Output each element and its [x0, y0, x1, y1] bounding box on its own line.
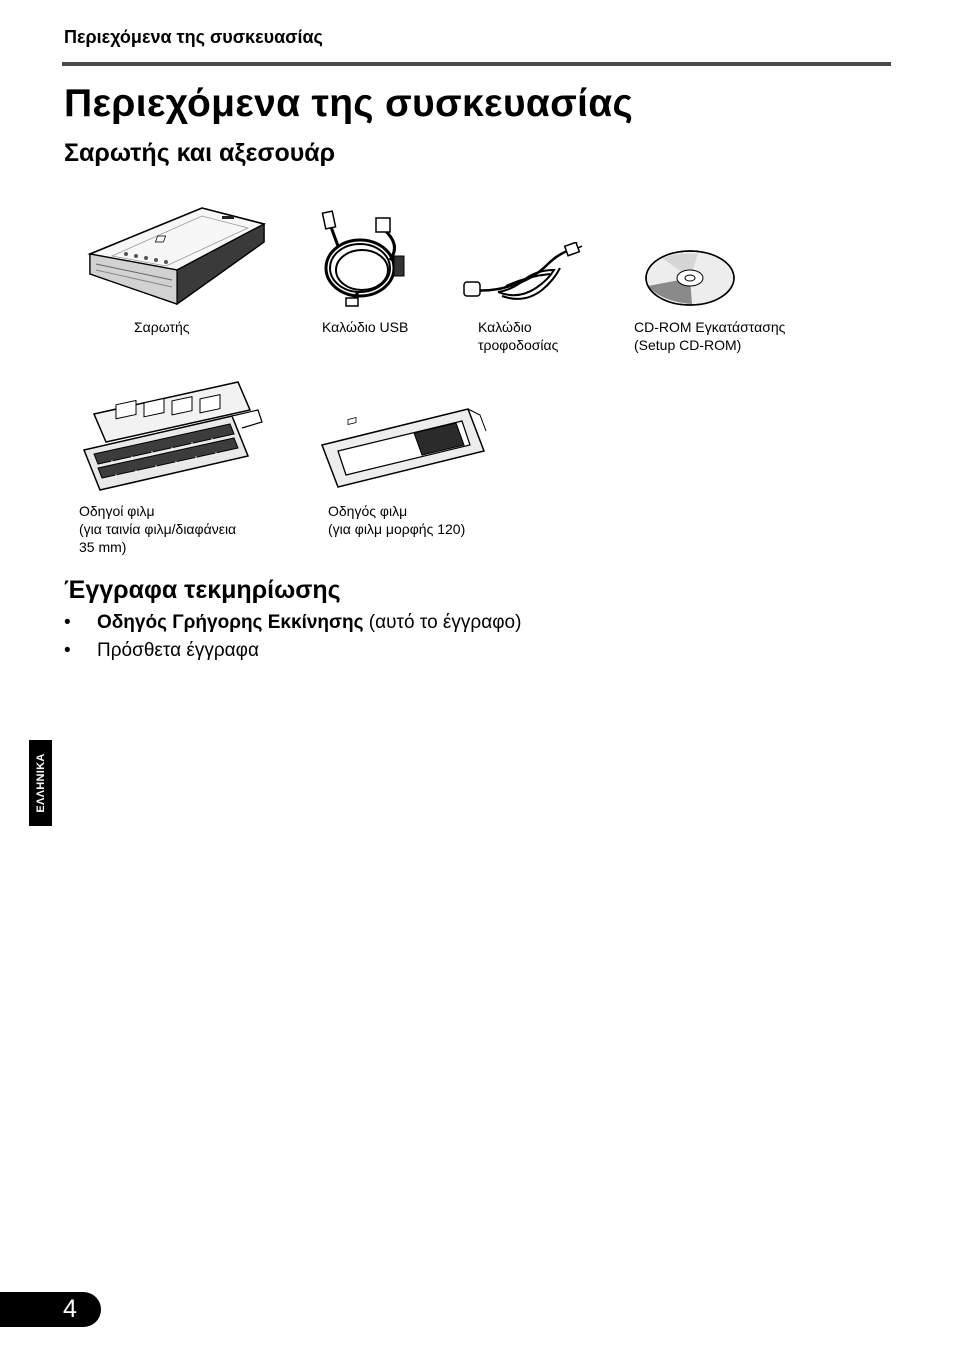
language-side-tab [29, 740, 52, 826]
bullet: • [64, 612, 71, 633]
page-number: 4 [63, 1295, 77, 1323]
caption-line: τροφοδοσίας [478, 337, 559, 353]
caption-line: (Setup CD-ROM) [634, 337, 742, 353]
cd-rom-illustration [642, 248, 738, 308]
usb-cable-illustration [318, 210, 428, 310]
section-heading-accessories: Σαρωτής και αξεσουάρ [64, 139, 336, 167]
list-item-text: (αυτό το έγγραφο) [363, 612, 522, 633]
caption-line: Οδηγοί φιλμ [79, 503, 155, 519]
language-label: ΕΛΛΗΝΙΚΑ [34, 753, 47, 813]
bullet: • [64, 640, 71, 661]
list-item-text: Πρόσθετα έγγραφα [97, 640, 259, 661]
caption-line: Καλώδιο [478, 319, 532, 335]
list-item [64, 609, 521, 637]
caption-line: (για ταινία φιλμ/διαφάνεια [79, 521, 237, 537]
page-title: Περιεχόμενα της συσκευασίας [64, 82, 634, 125]
power-cord-illustration [462, 242, 582, 306]
caption-line: CD-ROM Εγκατάστασης [634, 319, 786, 335]
caption-scanner [134, 318, 190, 336]
caption-film-guide-120 [328, 502, 465, 538]
scanner-illustration [82, 202, 272, 312]
caption-line: 35 mm) [79, 539, 127, 555]
caption-line: Σαρωτής [134, 319, 190, 335]
film-guide-120-illustration [318, 405, 488, 495]
caption-film-guides-35mm [79, 502, 236, 556]
film-guides-35mm-illustration [82, 380, 264, 500]
caption-power-cord [478, 318, 558, 354]
header-rule [62, 62, 891, 66]
caption-usb-cable [322, 318, 408, 336]
list-item-bold-text: Οδηγός Γρήγορης Εκκίνησης [97, 612, 364, 633]
page-number-tab [0, 1292, 101, 1327]
caption-line: Οδηγός φιλμ [328, 503, 408, 519]
running-header: Περιεχόμενα της συσκευασίας [64, 27, 323, 47]
caption-line: (για φιλμ μορφής 120) [328, 521, 466, 537]
caption-cd-rom [634, 318, 785, 354]
caption-line: Καλώδιο USB [322, 319, 409, 335]
section-heading-documentation: Έγγραφα τεκμηρίωσης [64, 576, 341, 604]
documentation-list [64, 609, 521, 665]
list-item [64, 637, 521, 665]
